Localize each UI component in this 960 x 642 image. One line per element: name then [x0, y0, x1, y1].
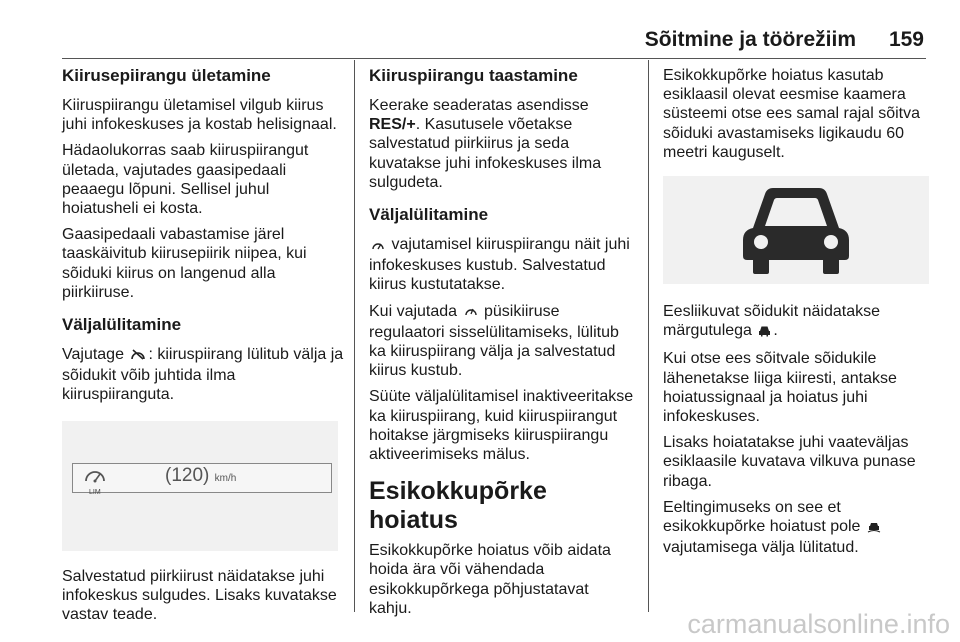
section-heading-large: Esikokkupõrke hoiatus: [369, 477, 547, 535]
cruise-control-icon: [464, 304, 478, 323]
paragraph: vajutamisel kiiruspiirangu näit juhi infokeskuses kustub. Salvestatud kiirus kustutatakse.: [369, 236, 630, 294]
paragraph: Vajutage : kiiruspiirang lülitub välja ja sõidukit võib juhtida ilma kiiruspiiranguta.: [62, 346, 344, 404]
paragraph: Kiiruspiirangu ületamisel vilgub kiirus juhi infokeskuses ja kostab helisignaal.: [62, 97, 337, 134]
speed-limiter-icon: [371, 237, 385, 256]
page-number: 159: [888, 28, 924, 51]
paragraph: Keerake seaderatas asendisse RES/+. Kasutusele võetakse salvestatud piirkiirus ja seda kuvatakse juhi infokeskuses ilma sulgudeta.: [369, 97, 602, 191]
instrument-display: [72, 463, 332, 496]
collision-alert-icon: [867, 519, 881, 538]
section-heading: Väljalülitamine: [62, 315, 182, 335]
paragraph: Kui otse ees sõitvale sõidukile lähenetakse liiga kiiresti, antakse hoiatussignaal ja hoiatus juhi infokeskuses.: [663, 350, 897, 426]
section-heading: Väljalülitamine: [369, 205, 489, 225]
column-divider: [648, 60, 649, 612]
watermark: carmanualsonline.info: [687, 609, 950, 639]
paragraph: Lisaks hoiatatakse juhi vaateväljas esiklaasile kuvatava vilkuva punase ribaga.: [663, 434, 916, 490]
paragraph: Salvestatud piirkiirust näidatakse juhi infokeskus sulgudes. Lisaks kuvatakse vastav teade.: [62, 567, 337, 624]
header-divider: [62, 58, 926, 59]
lim-label: LIM: [89, 488, 101, 496]
paragraph: Esikokkupõrke hoiatus kasutab esiklaasil olevat eesmise kaamera süsteemi otse ees samal rajal sõitva sõiduki avastamiseks ligikaudu 60 meetri kauguselt.: [663, 67, 920, 161]
column-2: [369, 66, 635, 625]
column-3: [663, 66, 929, 564]
chapter-title: Sõitmine ja töörežiim: [644, 28, 856, 51]
paragraph: Gaasipedaali vabastamise järel taaskäivitub kiirusepiirik niipea, kui sõiduki kiirus on langenud alla piirkiiruse.: [62, 226, 307, 301]
vehicle-ahead-figure: [663, 176, 929, 284]
speed-limiter-cancel-icon: [130, 347, 146, 366]
paragraph: Eesliikuvat sõidukit näidatakse märgutulega .: [663, 302, 929, 342]
stored-speed: (120) km/h: [165, 464, 237, 486]
paragraph: Süüte väljalülitamisel inaktiveeritakse ka kiiruspiirang, kuid kiiruspiirangut hoitakse järgmiseks kiiruspiirangu aktiveerimiseks mälus.: [369, 388, 634, 464]
section-heading: Kiiruspiirangu taastamine: [369, 66, 578, 85]
column-1: [62, 66, 344, 631]
section-heading: Kiirusepiirangu ületamine: [62, 66, 271, 85]
vehicle-ahead-icon: [758, 323, 771, 342]
limiter-display-figure: [62, 421, 338, 551]
vehicle-ahead-icon: [739, 184, 853, 276]
paragraph: Eeltingimuseks on see et esikokkupõrke hoiatust pole vajutamisega välja lülitatud.: [663, 498, 929, 558]
paragraph: Kui vajutada püsikiiruse regulaatori sisselülitamiseks, lülitub ka kiiruspiirang välja ja salvestatud kiirus kustub.: [369, 302, 619, 380]
column-divider: [354, 60, 355, 612]
paragraph: Hädaolukorras saab kiiruspiirangut ületada, vajutades gaasipedaali peaaegu lõpuni. Sellisel juhul hoiatusheli ei kosta.: [62, 142, 309, 218]
paragraph: Esikokkupõrke hoiatus võib aidata hoida ära või vähendada esikokkupõrkega põhjustatavat kahju.: [369, 542, 611, 617]
page-header: [62, 14, 926, 54]
